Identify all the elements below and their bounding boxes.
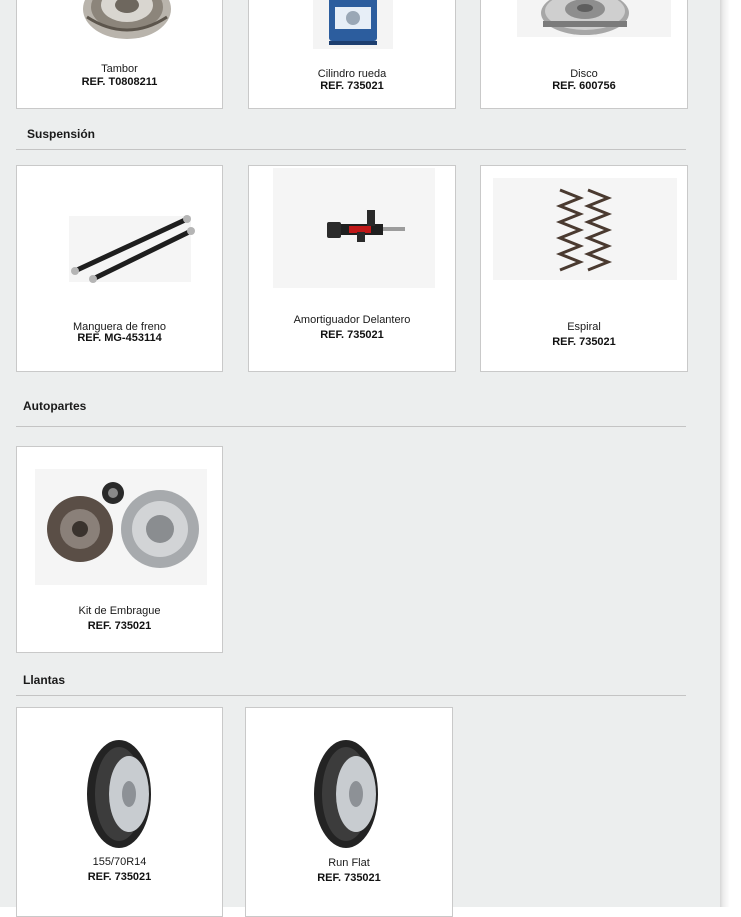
coil-spring-icon (481, 176, 687, 282)
product-ref: REF. 735021 (87, 871, 152, 883)
product-name: Manguera de freno (73, 321, 166, 333)
brake-disc-icon (481, 0, 687, 41)
product-ref: REF. 735021 (317, 872, 381, 884)
product-name: Tambor (101, 63, 138, 75)
product-name: Cilindro rueda (317, 68, 387, 80)
product-card-espiral[interactable] (480, 165, 688, 372)
shock-absorber-icon (249, 166, 455, 290)
product-card-tambor[interactable] (16, 0, 223, 109)
tire-icon (17, 740, 222, 852)
section-title-suspension: Suspensión (27, 127, 96, 141)
page-right-edge (720, 0, 741, 907)
brake-hose-icon (17, 214, 222, 284)
brake-drum-icon (17, 0, 222, 41)
product-card-kit-de-embrague[interactable] (16, 446, 223, 653)
product-ref: REF. MG-453114 (77, 332, 162, 344)
section-divider (16, 149, 686, 150)
product-ref: REF. T0808211 (81, 76, 158, 88)
product-name: 155/70R14 (92, 856, 147, 868)
product-card-amortiguador-delantero[interactable] (248, 165, 456, 372)
tire-icon (246, 740, 452, 852)
product-card-cilindro-rueda[interactable] (248, 0, 456, 109)
product-ref: REF. 735021 (552, 336, 616, 348)
product-name: Amortiguador Delantero (293, 314, 411, 326)
product-ref: REF. 735021 (320, 329, 384, 341)
product-name: Kit de Embrague (78, 605, 161, 617)
product-ref: REF. 735021 (320, 80, 384, 92)
clutch-kit-icon (17, 467, 222, 587)
section-title-autopartes: Autopartes (23, 399, 87, 413)
product-card-manguera-de-freno[interactable] (16, 165, 223, 372)
section-divider (16, 426, 686, 427)
product-name: Espiral (567, 321, 601, 333)
product-ref: REF. 735021 (87, 620, 152, 632)
section-title-llantas: Llantas (23, 673, 66, 687)
product-card-run-flat[interactable] (245, 707, 453, 917)
section-divider (16, 695, 686, 696)
product-name: Run Flat (328, 857, 370, 869)
wheel-cylinder-icon (249, 0, 455, 51)
product-card-disco[interactable] (480, 0, 688, 109)
product-card-155-70r14[interactable] (16, 707, 223, 917)
product-name: Disco (570, 68, 598, 80)
product-ref: REF. 600756 (552, 80, 616, 92)
